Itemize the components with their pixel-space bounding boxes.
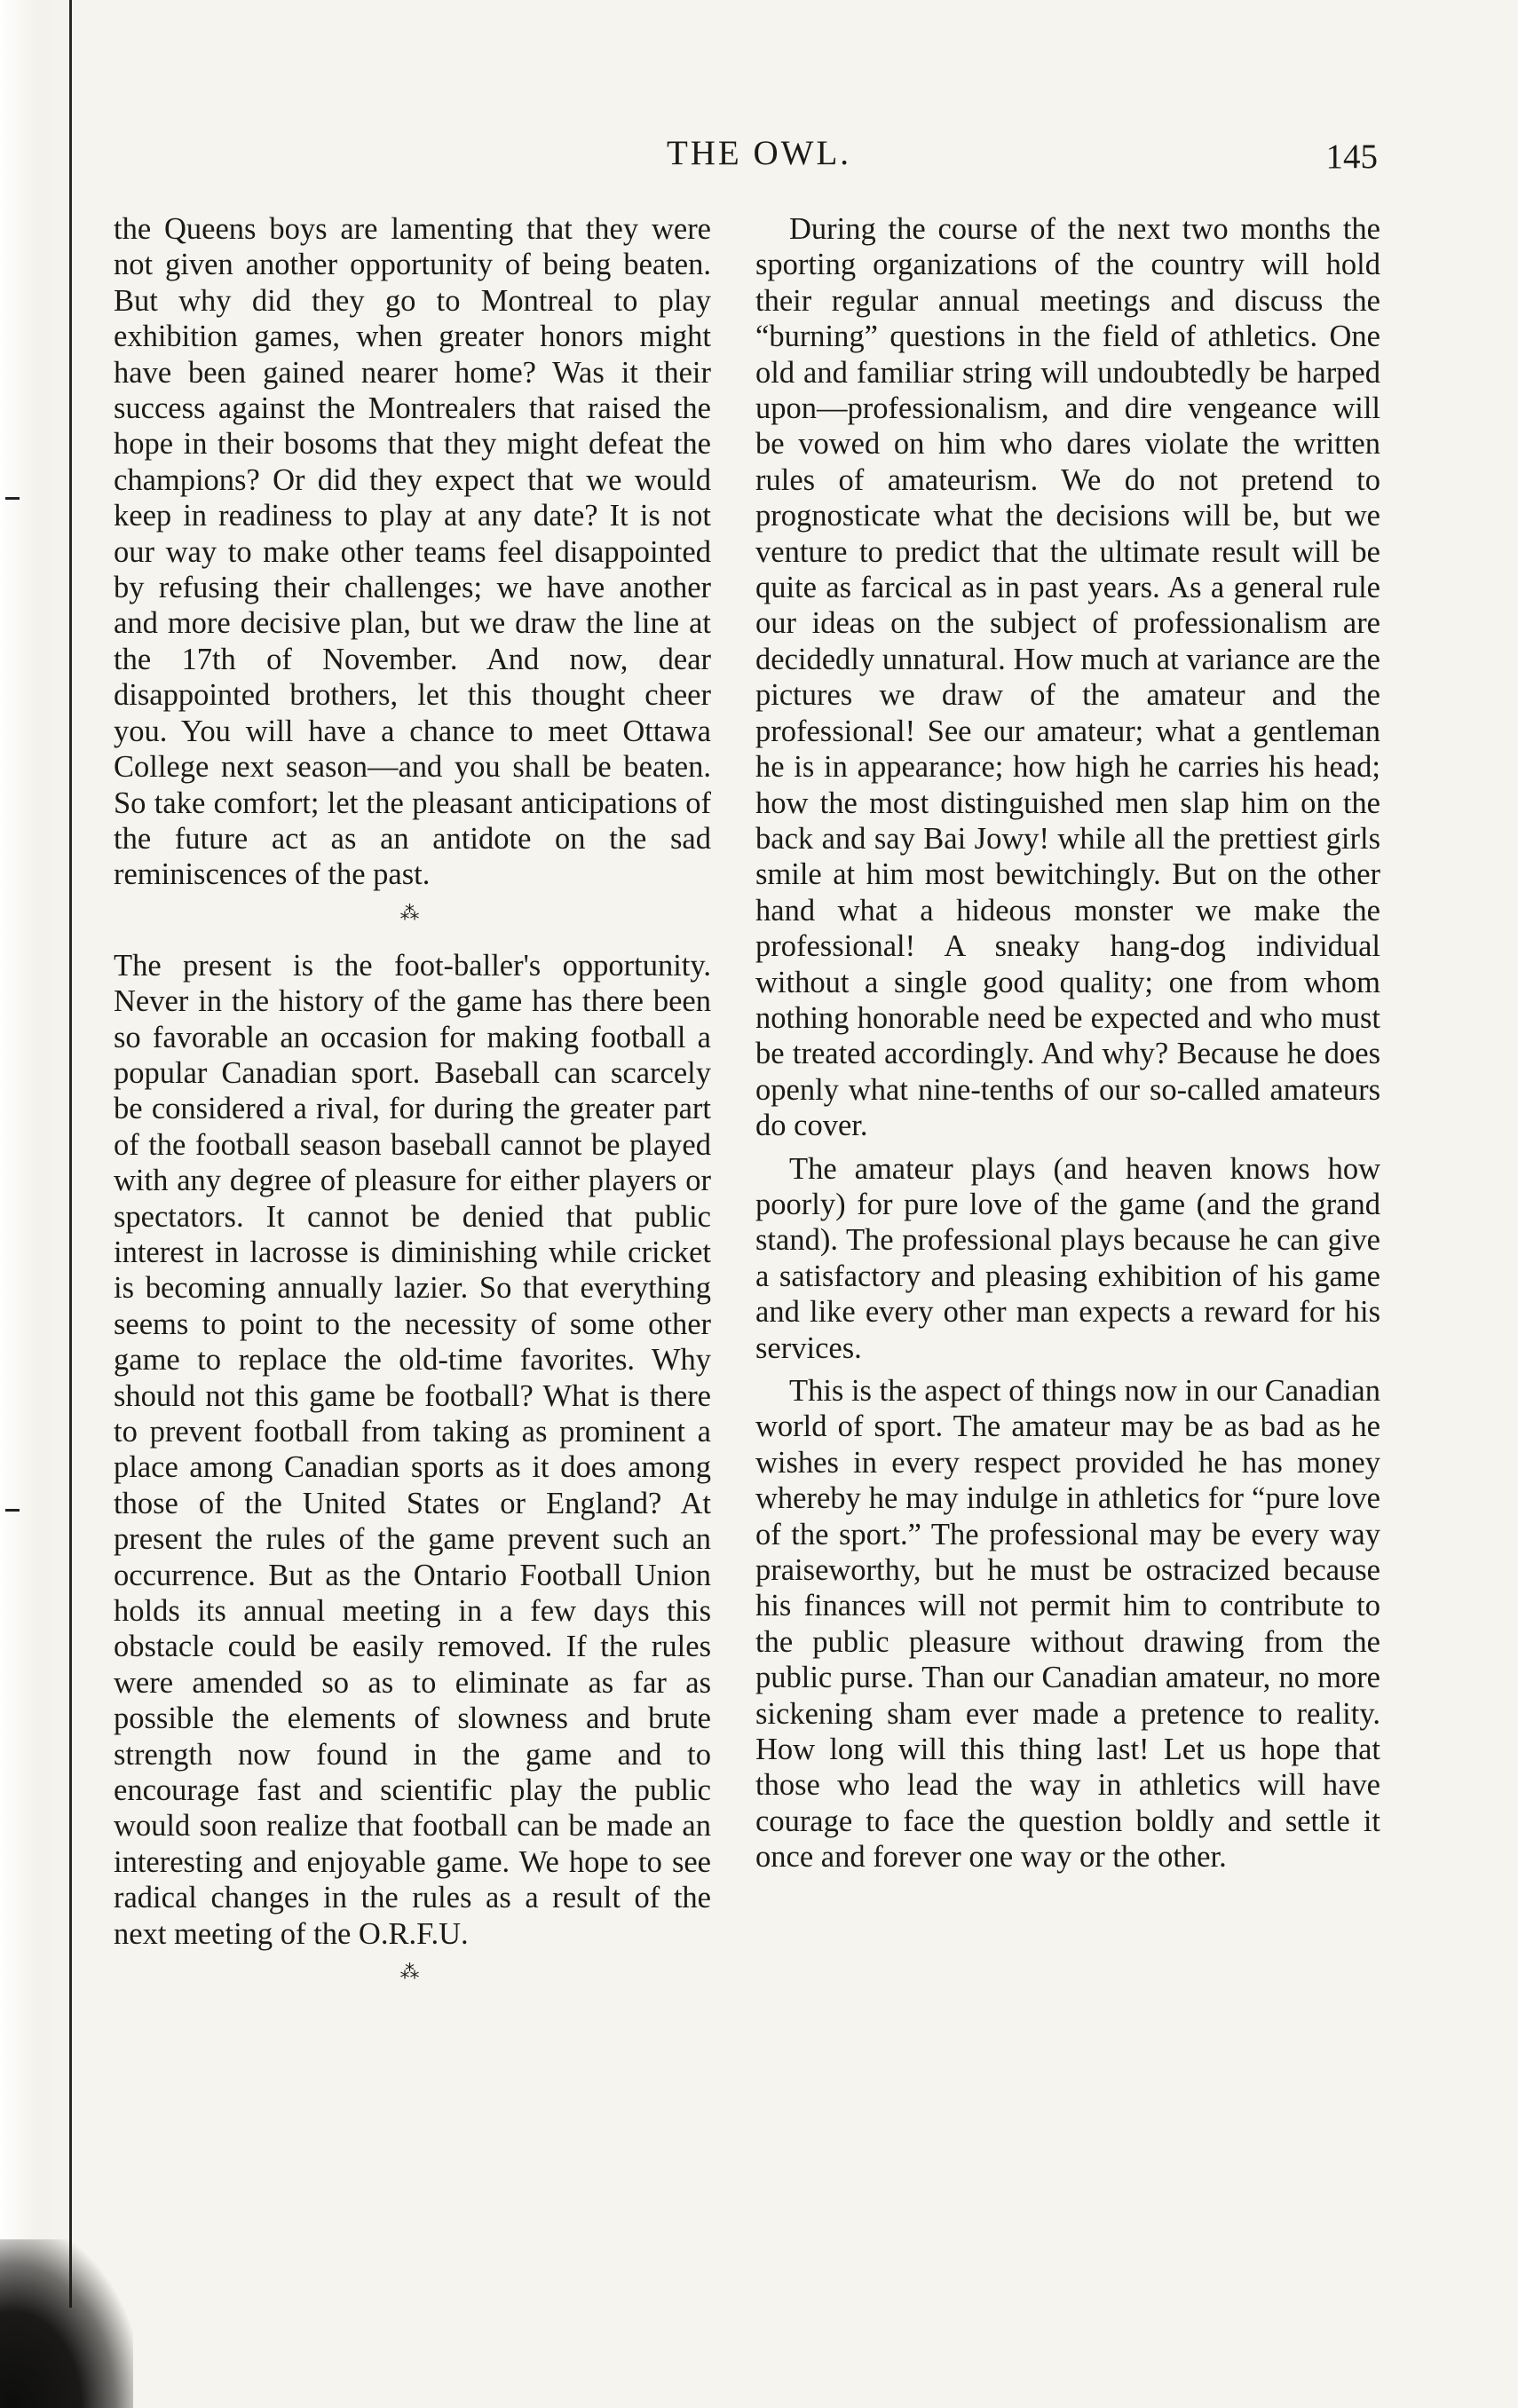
binding-shadow [0,2239,133,2408]
asterism-divider: ⁂ [399,901,425,924]
page-header [0,133,1518,186]
margin-mark [5,1509,20,1512]
margin-mark [5,497,20,500]
paragraph: The present is the foot-baller's opportunity. Never in the history of the game has there been so favorable an occasion for making football a popular Canadian sport. Baseball can scarcely be considered a rival, for during the greater part of the football season baseball cannot be played with any degree of pleasure for either players or spectators. It cannot be denied that public interest in lacrosse is diminishing while cricket is becoming annually lazier. So that everything seems to point to the necessity of some other game to replace the old-time favorites. Why should not this game be football? What is there to prevent football from taking as prominent a place among Canadian sports as it does among those of the United States or England? At present the rules of the game prevent such an occurrence. But as the Ontario Football Union holds its annual meeting in a few days this obstacle could be easily removed. If the rules were amended so as to eliminate as far as possible the elements of slowness and brute strength now found in the game and to encourage fast and scientific play the public would soon realize that football can be made an interesting and enjoyable game. We hope to see radical changes in the rules as a result of the next meeting of the O.R.F.U. [114,948,711,1951]
right-column [755,211,1380,1875]
section-divider [114,893,711,948]
page-number: 145 [1325,138,1378,176]
running-title: THE OWL. [666,134,852,172]
paragraph: This is the aspect of things now in our Canadian world of sport. The amateur may be as bad as he wishes in every respect provided he has money whereby he may indulge in athletics for “pure love of the sport.” The professional may be every way praiseworthy, but he must be ostracized because his finances will not permit him to contribute to the public pleasure without drawing from the public purse. Than our Canadian amateur, no more sickening sham ever made a pretence to reality. How long will this thing last! Let us hope that those who lead the way in athletics will have courage to face the question boldly and settle it once and forever one way or the other. [755,1374,1380,1875]
paragraph: the Queens boys are lamenting that they were not given another opportunity of being beaten. But why did they go to Montreal to play exhibition games, when greater honors might have been gained nearer home? Was it their success against the Montrealers that raised the hope in their bosoms that they might defeat the champions? Or did they expect that we would keep in readiness to play at any date? It is not our way to make other teams feel disappointed by refusing their challenges; we have another and more decisive plan, but we draw the line at the 17th of November. And now, dear disappointed brothers, let this thought cheer you. You will have a chance to meet Ottawa College next season—and you shall be beaten. So take comfort; let the pleasant anticipations of the future act as an antidote on the sad reminiscences of the past. [114,212,711,892]
section-divider [114,1952,711,2007]
paragraph: During the course of the next two months the sporting organizations of the country will hold their regular annual meetings and discuss the “burning” questions in the field of athletics. One old and familiar string will undoubtedly be harped upon—professionalism, and dire vengeance will be vowed on him who dares violate the written rules of amateurism. We do not pretend to prognosticate what the decisions will be, but we venture to predict that the ultimate result will be quite as farcical as in past years. As a general rule our ideas on the subject of professionalism are decidedly unnatural. How much at variance are the pictures we draw of the amateur and the professional! See our amateur; what a gentleman he is in appearance; how high he carries his head; how the most distinguished men slap him on the back and say Bai Jowy! while all the prettiest girls smile at him most bewitchingly. But on the other hand what a hideous monster we make the professional! A sneaky hang-dog individual without a single good quality; one from whom nothing honorable need be expected and who must be treated accordingly. And why? Because he does openly what nine-tenths of our so-called amateurs do cover. [755,212,1380,1143]
binding-edge-line [69,0,72,2308]
asterism-divider: ⁂ [399,1961,425,1984]
paragraph: The amateur plays (and heaven knows how poorly) for pure love of the game (and the grand stand). The professional plays because he can give a satisfactory and pleasing exhibition of his game and like every other man expects a reward for his services. [755,1151,1380,1365]
left-column [114,211,711,2007]
